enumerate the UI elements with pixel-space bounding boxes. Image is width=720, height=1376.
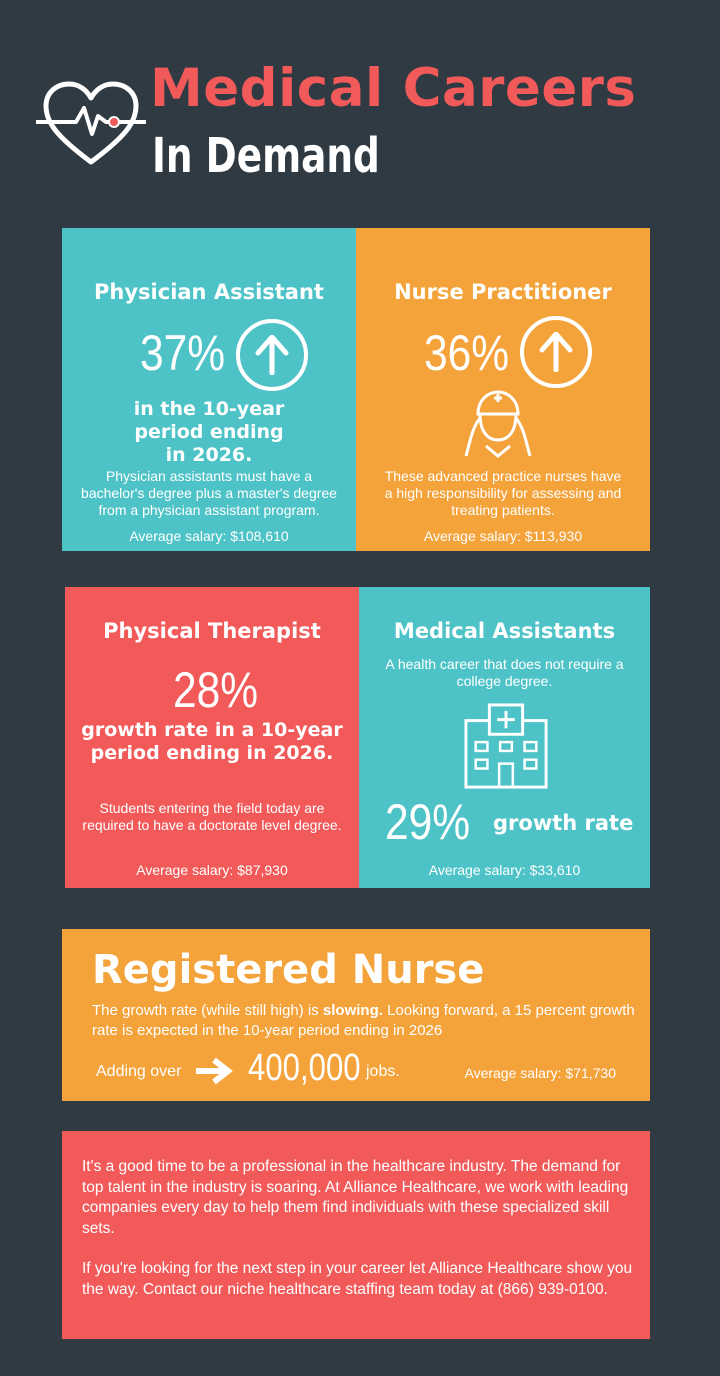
- nurse-icon: [460, 388, 536, 458]
- growth-percent: 37%: [140, 325, 226, 381]
- header: [0, 0, 720, 200]
- card-title: Physical Therapist: [103, 619, 321, 643]
- description-emphasis: slowing.: [322, 1002, 383, 1019]
- growth-period: growth rate in a 10-year period ending in 2026.: [81, 719, 343, 764]
- growth-percent: 29%: [385, 794, 471, 850]
- page-title: Medical Careers: [150, 58, 637, 119]
- page-subtitle: In Demand: [152, 128, 380, 184]
- card-title: Nurse Practitioner: [394, 280, 612, 304]
- card-title: Medical Assistants: [393, 619, 616, 643]
- growth-percent: 36%: [424, 325, 510, 381]
- card-physician-assistant: [62, 228, 356, 551]
- growth-period: in the 10-year period ending in 2026.: [133, 398, 285, 466]
- card-description: [92, 1001, 652, 1041]
- average-salary: Average salary: $113,930: [423, 528, 583, 544]
- average-salary: Average salary: $108,610: [129, 528, 289, 544]
- card-description: A health career that does not require a college degree.: [385, 656, 624, 689]
- card-title: Physician Assistant: [94, 280, 324, 304]
- growth-percent: 28%: [173, 662, 259, 718]
- card-registered-nurse: [62, 929, 650, 1101]
- adding-label: Adding over: [96, 1063, 182, 1080]
- card-description: Physician assistants must have a bachelor's degree plus a master's degree from a physician assistant program.: [81, 468, 337, 518]
- card-description: Students entering the field today are required to have a doctorate level degree.: [82, 800, 342, 833]
- average-salary: Average salary: $33,610: [428, 862, 581, 878]
- card-title: Registered Nurse: [92, 947, 485, 993]
- footer-text: [82, 1157, 642, 1300]
- description-text: The growth rate (while still high) is: [92, 1002, 323, 1019]
- card-physical-therapist: [65, 587, 359, 888]
- hospital-icon: [461, 703, 551, 791]
- description-text: Looking forward, a 15 percent growth rate is expected in the 10-year period ending in 2026: [92, 1002, 635, 1039]
- footer-paragraph: If you're looking for the next step in your career let Alliance Healthcare show you the way. Contact our niche healthcare staffing team today at (866) 939-0100.: [82, 1260, 633, 1298]
- jobs-label: jobs.: [366, 1063, 400, 1080]
- average-salary: Average salary: $71,730: [464, 1065, 616, 1081]
- average-salary: Average salary: $87,930: [136, 862, 288, 878]
- heart-pulse-icon: [36, 78, 146, 168]
- card-description: These advanced practice nurses have a high responsibility for assessing and treating patients.: [384, 468, 622, 518]
- arrow-right-icon: [194, 1057, 234, 1085]
- arrow-up-icon: [520, 316, 592, 388]
- footer-message: [62, 1131, 650, 1339]
- growth-label: growth rate: [493, 811, 634, 835]
- arrow-up-icon: [236, 319, 308, 391]
- footer-paragraph: It's a good time to be a professional in the healthcare industry. The demand for top talent in the industry is soaring. At Alliance Healthcare, we work with leading companies every day to help them find individuals with these specialized skill sets.: [82, 1158, 629, 1237]
- card-nurse-practitioner: [356, 228, 650, 551]
- jobs-count: 400,000: [248, 1047, 361, 1089]
- card-medical-assistants: [359, 587, 650, 888]
